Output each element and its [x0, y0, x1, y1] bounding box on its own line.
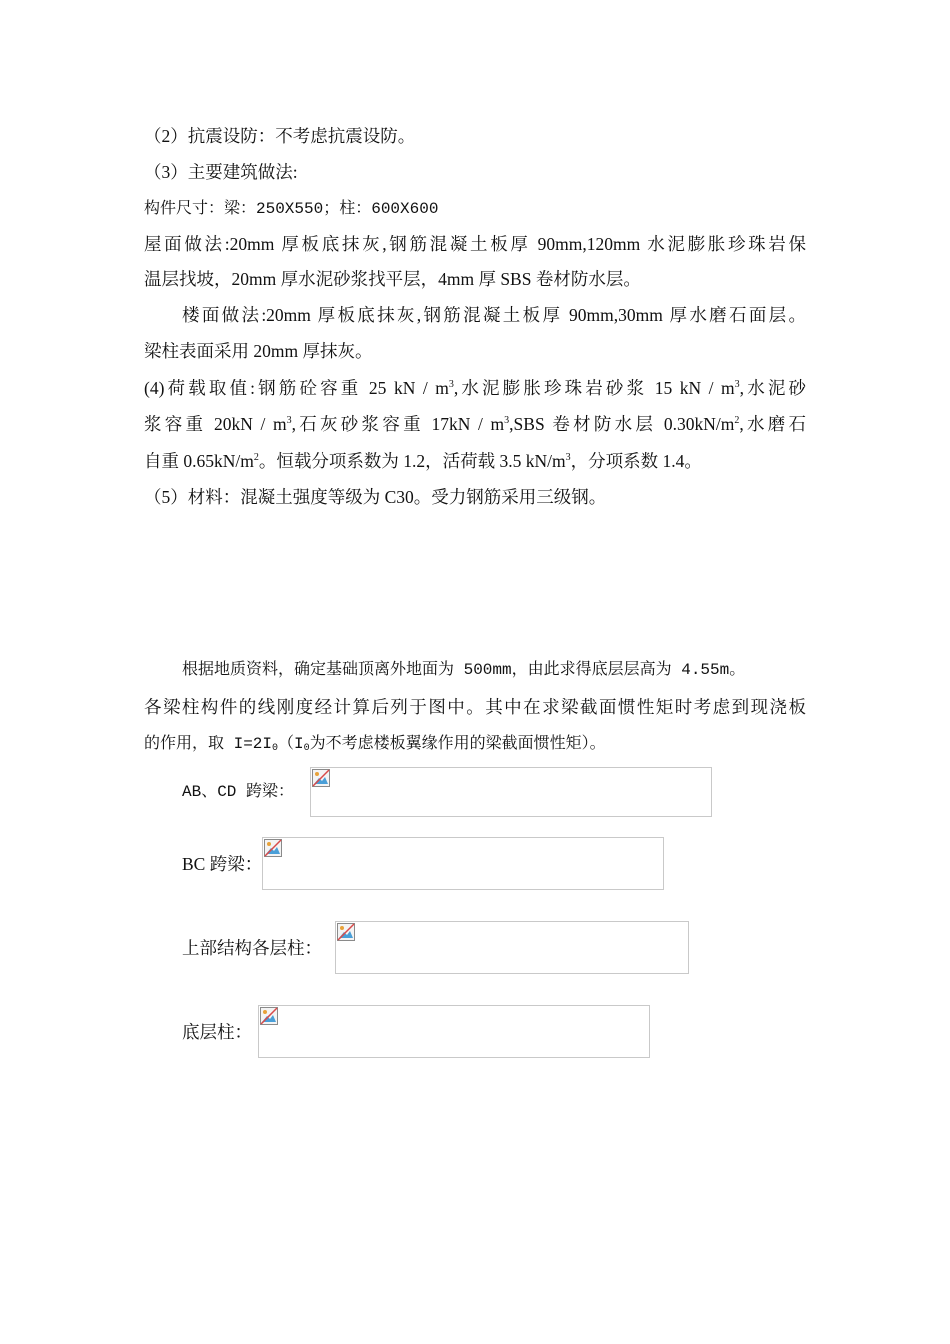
geology-line-1: 根据地质资料，确定基础顶离外地面为 500mm，由此求得底层层高为 4.55m。: [182, 661, 746, 679]
geology-line-2: 各梁柱构件的线刚度经计算后列于图中。其中在求梁截面惯性矩时考虑到现浇板: [144, 697, 806, 717]
arch-title: （3）主要建筑做法:: [144, 162, 298, 182]
floor-line-1: 楼面做法:20mm 厚板底抹灰,钢筋混凝土板厚 90mm,30mm 厚水磨石面层。: [182, 305, 806, 325]
broken-image-icon: [260, 1007, 278, 1025]
load-line-2: [144, 412, 806, 436]
load-text: (4)荷载取值:钢筋砼容重 25 kN / m: [144, 378, 449, 398]
unit-superscript: 2: [253, 452, 259, 463]
load-text: ,水泥砂: [739, 378, 806, 398]
load-text: 。恒载分项系数为 1.2，活荷载 3.5: [258, 451, 526, 471]
ab-cd-beam-label: AB、CD 跨梁：: [182, 783, 295, 801]
subscript-zero: 0: [303, 743, 310, 754]
load-text: ,SBS 卷材防水层 0.30kN/m: [509, 414, 735, 434]
member-sizes-line: 构件尺寸：梁：250X550；柱：600X600: [144, 200, 439, 218]
geology-text: （I: [278, 735, 304, 753]
unit-superscript: 3: [565, 452, 571, 463]
load-text: 自重 0.65kN/m: [144, 451, 254, 471]
geology-line-3: [144, 732, 606, 756]
roof-line-1: 屋面做法:20mm 厚板底抹灰,钢筋混凝土板厚 90mm,120mm 水泥膨胀珍珠岩保: [144, 234, 806, 254]
unit-superscript: 2: [734, 415, 740, 426]
broken-image-icon: [264, 839, 282, 857]
load-text: ，分项系数 1.4。: [570, 451, 702, 471]
ab-cd-beam-formula-image: [310, 767, 712, 817]
load-text: ,水磨石: [739, 414, 806, 434]
load-text: 浆容重 20kN / m: [144, 414, 287, 434]
load-text: ,水泥膨胀珍珠岩砂浆 15 kN / m: [453, 378, 735, 398]
seismic-line: （2）抗震设防：不考虑抗震设防。: [144, 126, 416, 146]
unit-superscript: 3: [286, 415, 292, 426]
load-unit: kN/m: [525, 451, 566, 471]
load-line-3: [144, 449, 702, 473]
materials-line: （5）材料：混凝土强度等级为 C30。受力钢筋采用三级钢。: [144, 487, 607, 507]
bc-beam-label: BC 跨梁：: [182, 854, 263, 874]
ground-column-formula-image: [258, 1005, 650, 1058]
unit-superscript: 3: [448, 379, 454, 390]
ground-column-label: 底层柱：: [182, 1022, 252, 1042]
upper-column-formula-image: [335, 921, 689, 974]
geology-text: 的作用，取 I=2I: [144, 735, 273, 753]
roof-line-2: 温层找坡，20mm 厚水泥砂浆找平层，4mm 厚 SBS 卷材防水层。: [144, 269, 641, 289]
subscript-zero: 0: [272, 743, 279, 754]
broken-image-icon: [337, 923, 355, 941]
load-line-1: [144, 376, 806, 400]
floor-line-2: 梁柱表面采用 20mm 厚抹灰。: [144, 341, 373, 361]
broken-image-icon: [312, 769, 330, 787]
geology-text: 为不考虑楼板翼缘作用的梁截面惯性矩）。: [309, 735, 606, 753]
load-text: ,石灰砂浆容重 17kN / m: [291, 414, 505, 434]
unit-superscript: 3: [504, 415, 510, 426]
upper-column-label: 上部结构各层柱：: [182, 938, 322, 958]
unit-superscript: 3: [734, 379, 740, 390]
bc-beam-formula-image: [262, 837, 664, 890]
